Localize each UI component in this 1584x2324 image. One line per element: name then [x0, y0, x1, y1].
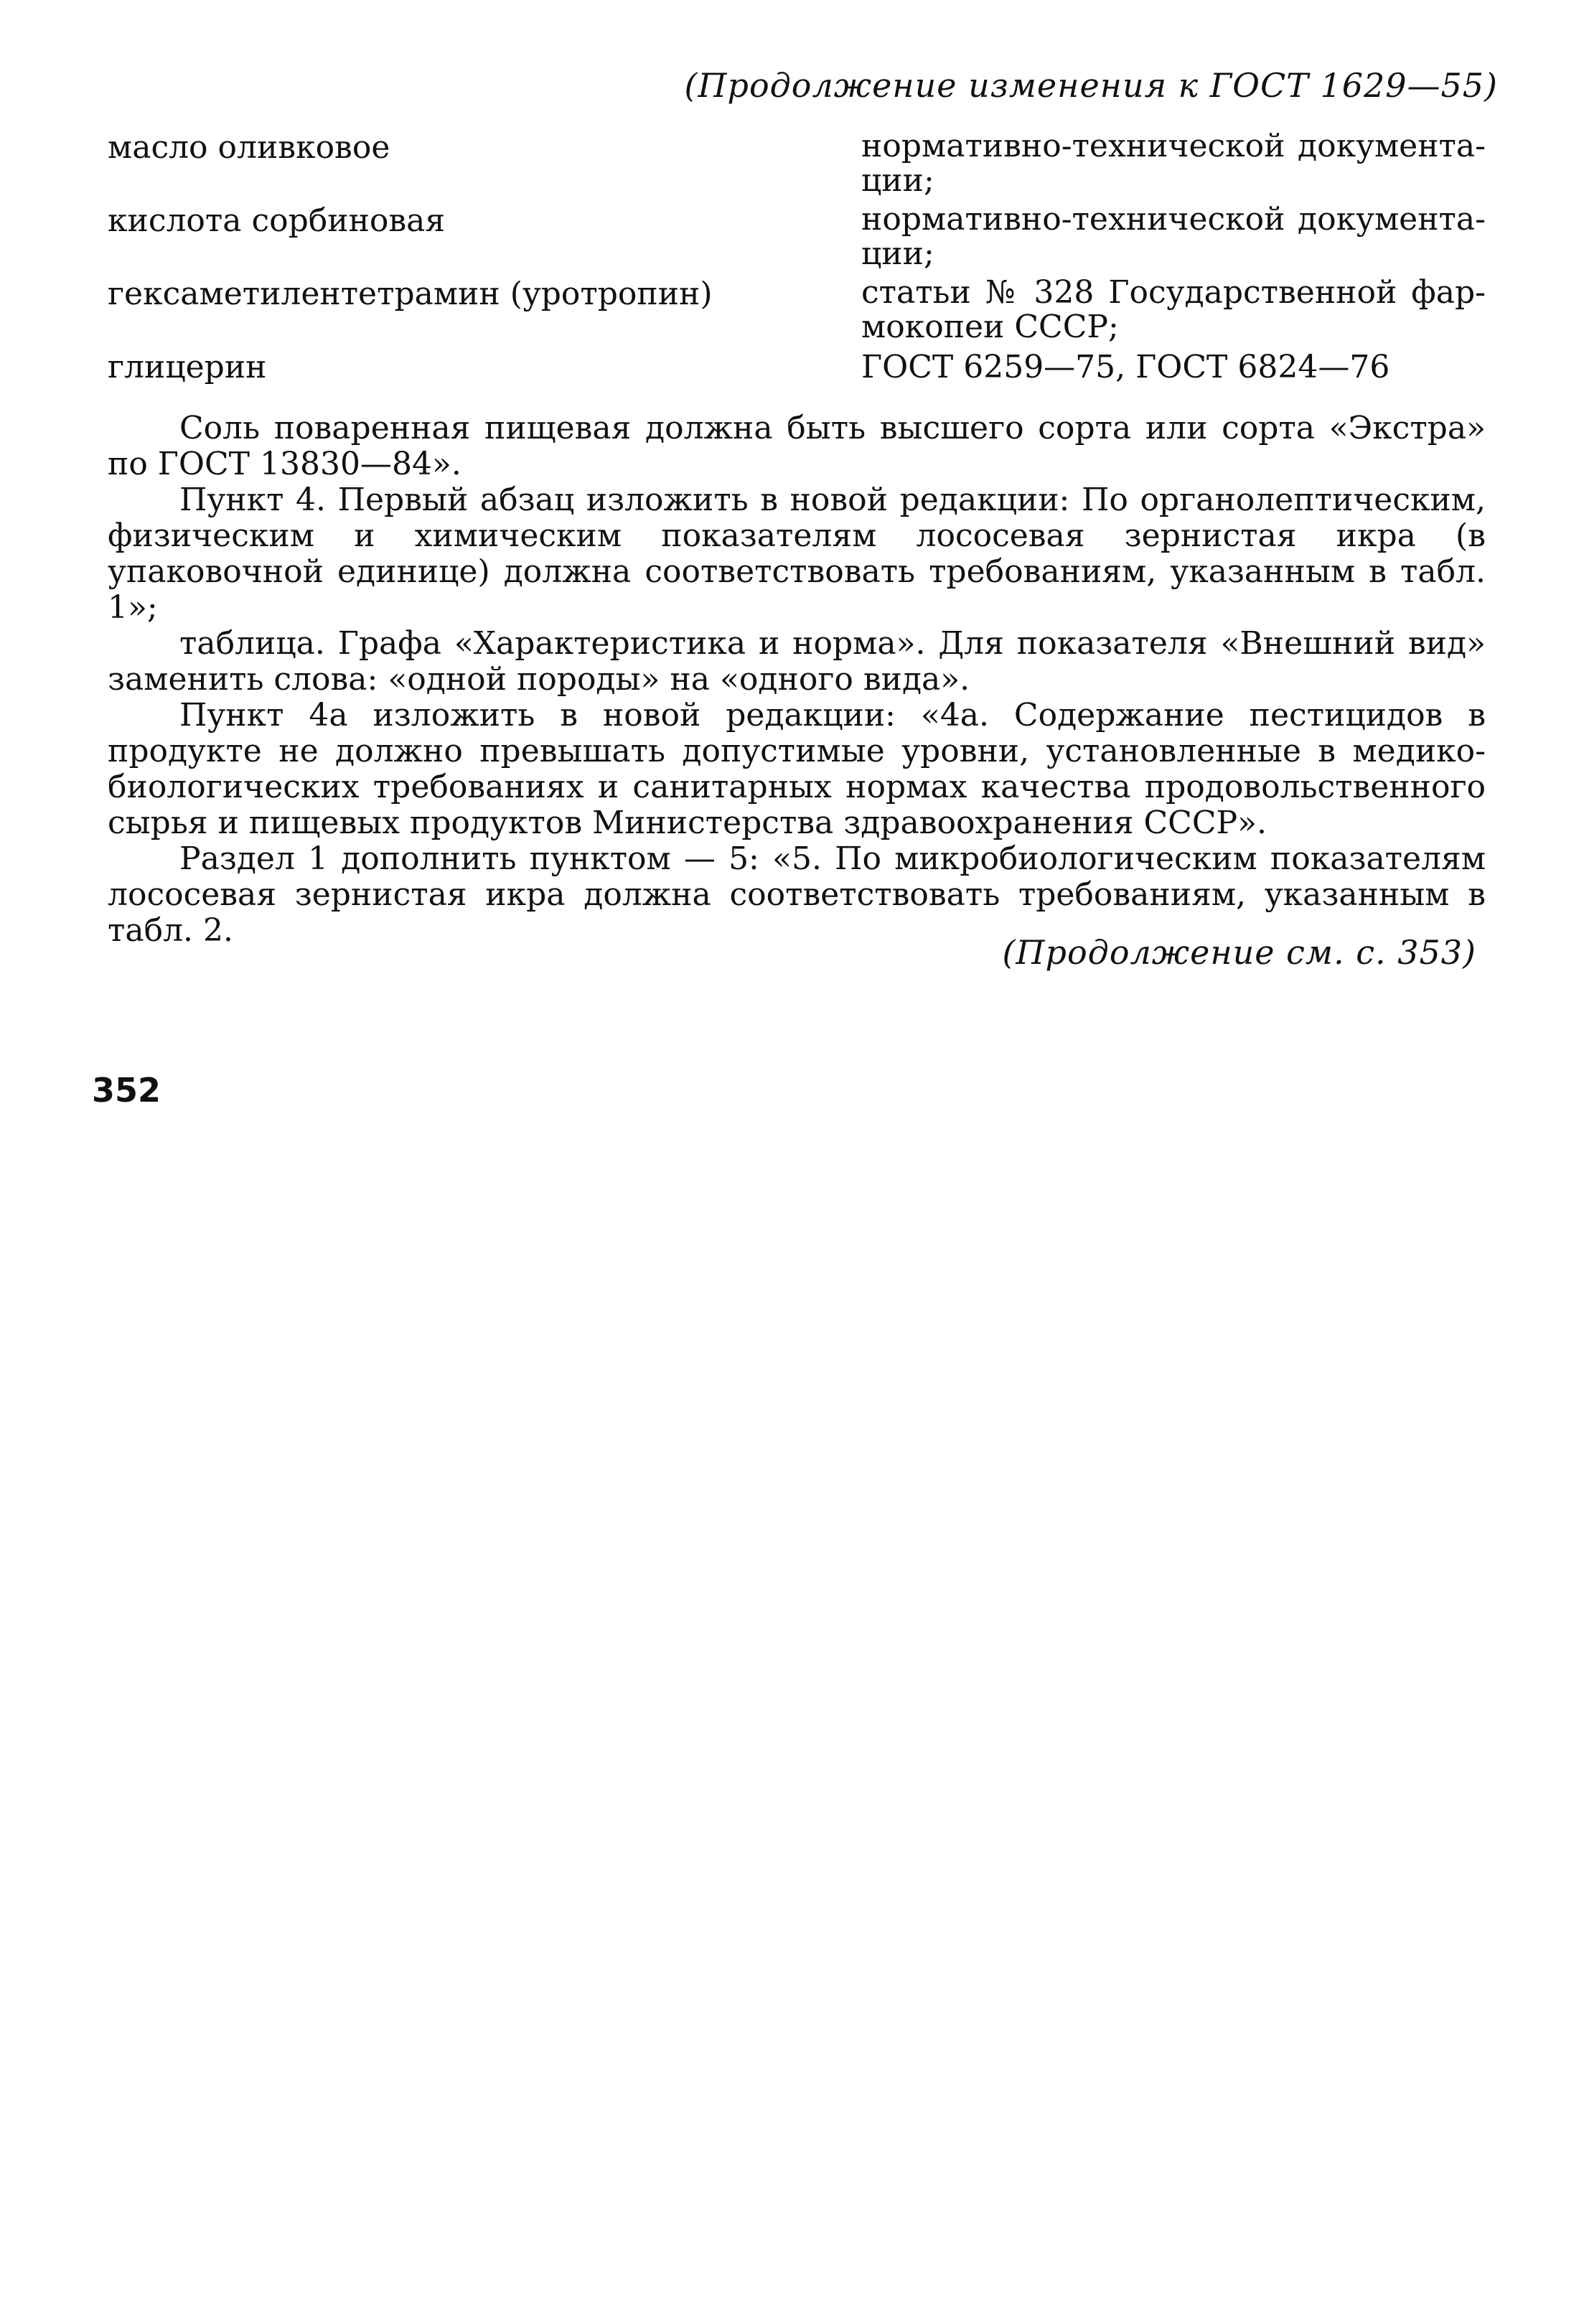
ingredient-name: кислота сорбиновая — [108, 202, 446, 239]
paragraph: Пункт 4. Первый абзац изложить в новой редакции: По органолептическим, физическим и химическим показателям лососевая зернистая икра (в упаковочной единице) должна соответствовать требованиям, указанным в табл. 1»; — [108, 482, 1486, 626]
ingredient-row — [108, 276, 1486, 345]
page-number: 352 — [92, 1071, 161, 1110]
continuation-header: (Продолжение изменения к ГОСТ 1629—55) — [684, 66, 1498, 105]
ingredients-list — [108, 129, 1486, 390]
ingredient-row — [108, 349, 1486, 386]
continuation-footer: (Продолжение см. с. 353) — [1002, 933, 1476, 972]
ingredient-name: глицерин — [108, 349, 267, 385]
ingredient-source: статьи № 328 Государственной фар-мокопеи СССР; — [861, 274, 1486, 345]
body-text — [108, 411, 1486, 949]
paragraph: Раздел 1 дополнить пунктом — 5: «5. По микробиологическим показателям лососевая зернистая икра должна соответствовать требованиям, указанным в табл. 2. — [108, 840, 1486, 949]
ingredient-name: гексаметилентетрамин (уротропин) — [108, 276, 713, 312]
paragraph: Соль поваренная пищевая должна быть высшего сорта или сорта «Экстра» по ГОСТ 13830—84». — [108, 410, 1486, 482]
ingredient-row — [108, 202, 1486, 271]
ingredient-source: нормативно-технической документа-ции; — [861, 128, 1486, 199]
ingredient-source: нормативно-технической документа-ции; — [861, 201, 1486, 272]
ingredient-row — [108, 129, 1486, 198]
ingredient-name: масло оливковое — [108, 129, 390, 166]
paragraph: таблица. Графа «Характеристика и норма». Для показателя «Внешний вид» заменить слова: «одной породы» на «одного вида». — [108, 625, 1486, 698]
paragraph: Пункт 4а изложить в новой редакции: «4а. Содержание пестицидов в продукте не должно превышать допустимые уровни, установленные в медико-биологических требованиях и санитарных нормах качества продовольственного сырья и пищевых продуктов Министерства здравоохранения СССР». — [108, 697, 1486, 841]
ingredient-source: ГОСТ 6259—75, ГОСТ 6824—76 — [861, 349, 1390, 385]
